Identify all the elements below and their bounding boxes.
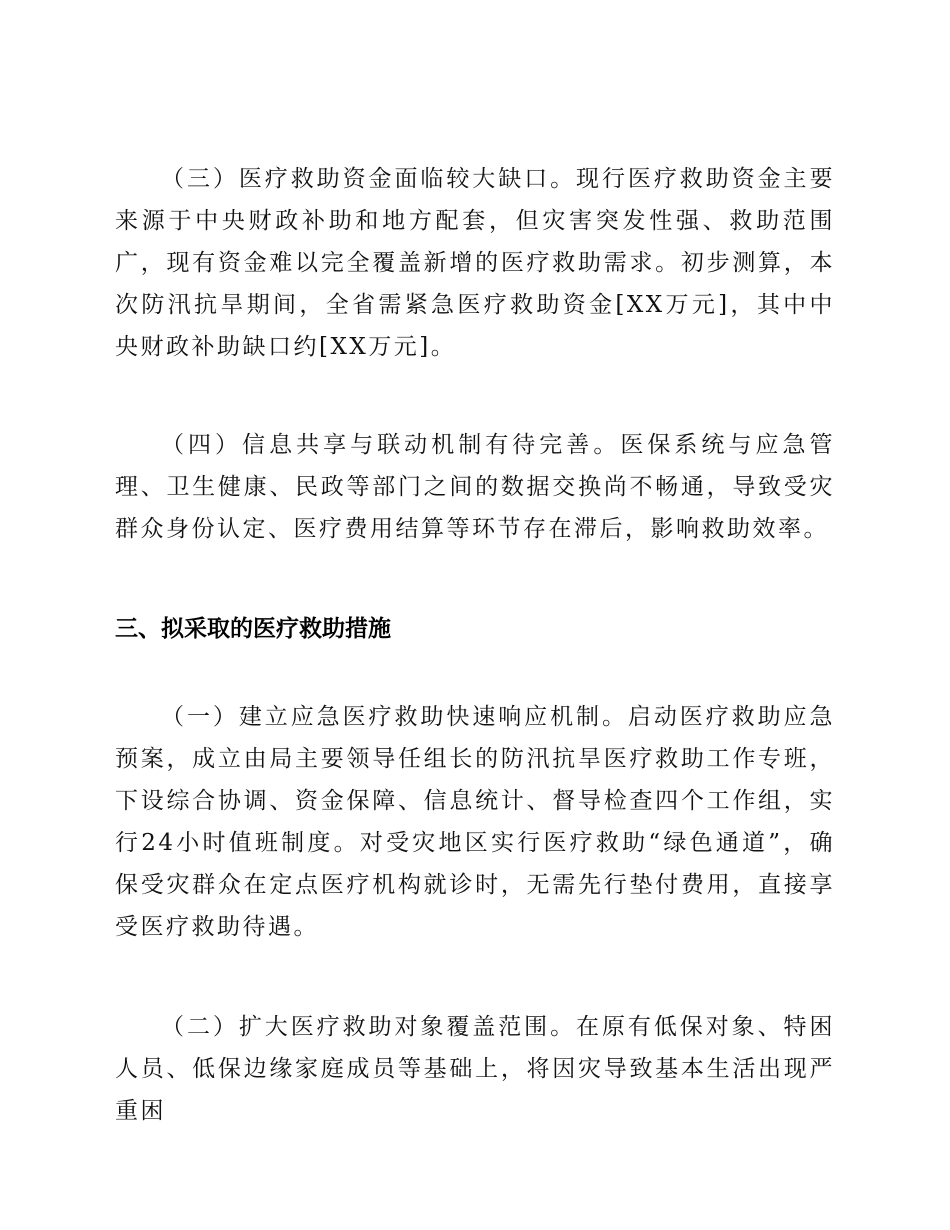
paragraph-info-sharing: （四）信息共享与联动机制有待完善。医保系统与应急管理、卫生健康、民政等部门之间的数据交换尚不畅通，导致受灾群众身份认定、医疗费用结算等环节存在滞后，影响救助效率。: [115, 432, 835, 542]
paragraph-rapid-response: （一）建立应急医疗救助快速响应机制。启动医疗救助应急预案，成立由局主要领导任组长的防汛抗旱医疗救助工作专班，下设综合协调、资金保障、信息统计、督导检查四个工作组，实行24小时值班制度。对受灾地区实行医疗救助“绿色通道”，确保受灾群众在定点医疗机构就诊时，无需先行垫付费用，直接享受医疗救助待遇。: [115, 704, 835, 940]
paragraph-coverage-expansion: （二）扩大医疗救助对象覆盖范围。在原有低保对象、特困人员、低保边缘家庭成员等基础上，将因灾导致基本生活出现严重困: [115, 1014, 835, 1124]
paragraph-funding-gap: （三）医疗救助资金面临较大缺口。现行医疗救助资金主要来源于中央财政补助和地方配套，但灾害突发性强、救助范围广，现有资金难以完全覆盖新增的医疗救助需求。初步测算，本次防汛抗旱期间，全省需紧急医疗救助资金[XX万元]，其中中央财政补助缺口约[XX万元]。: [115, 166, 835, 360]
section-heading-measures: 三、拟采取的医疗救助措施: [115, 616, 391, 642]
